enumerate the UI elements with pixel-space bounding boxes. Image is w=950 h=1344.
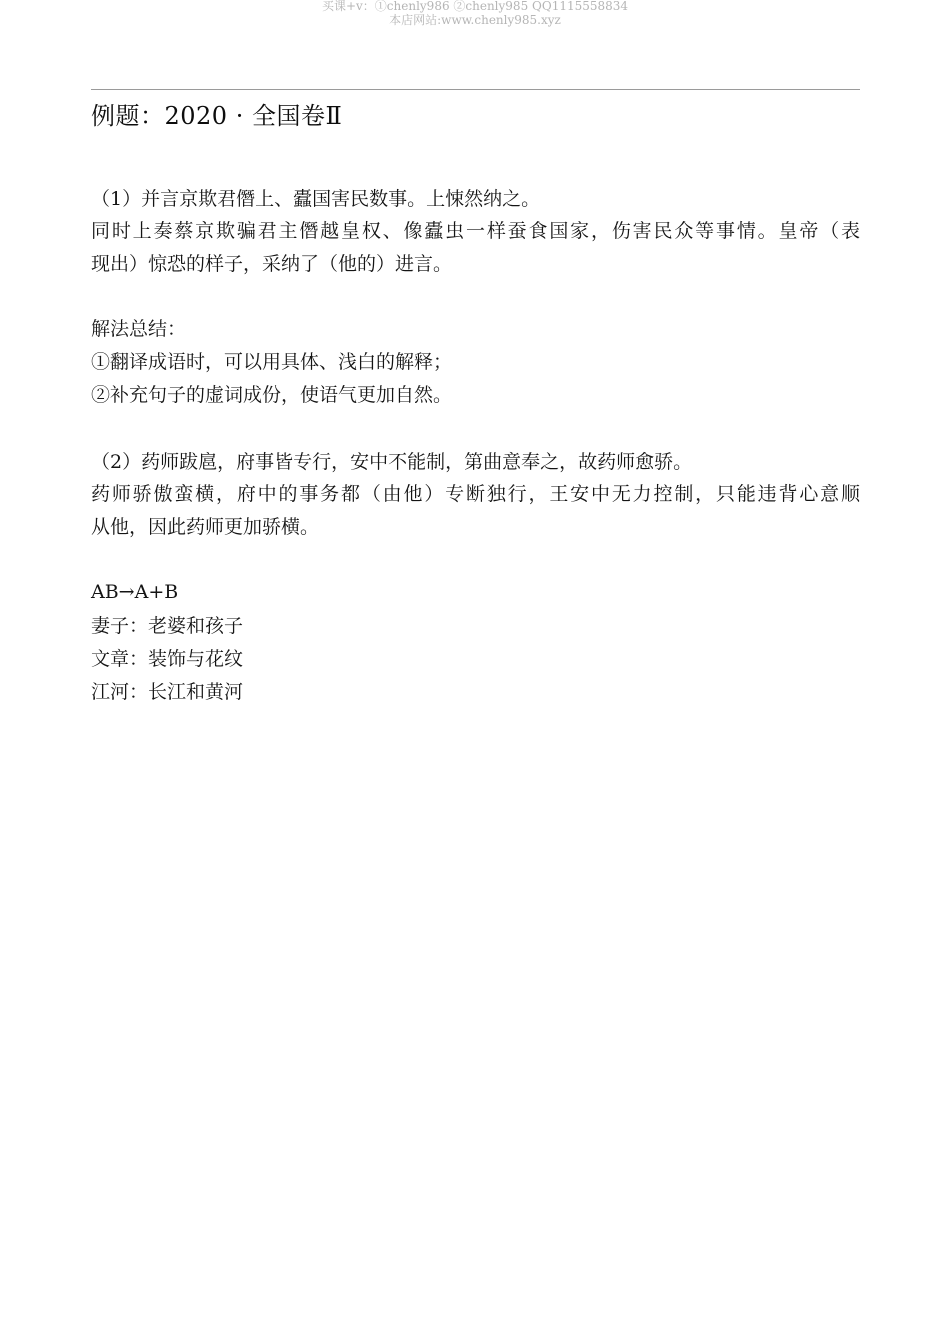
page-title: 例题：2020 · 全国卷Ⅱ [91, 102, 343, 130]
split-example-item: 文章：装饰与花纹 [91, 648, 244, 670]
watermark-contact: 买课+v：①chenly986 ②chenly985 QQ1115558834 [321, 0, 629, 13]
example1-translation-line2: 现出）惊恐的样子，采纳了（他的）进言。 [91, 253, 453, 275]
summary-heading: 解法总结： [91, 318, 187, 340]
example2-translation-line1: 药师骄傲蛮横，府中的事务都（由他）专断独行，王安中无力控制，只能违背心意顺 [91, 483, 860, 505]
summary-point-2: ②补充句子的虚词成份，使语气更加自然。 [91, 384, 453, 406]
example1-sentence: （1）并言京欺君僭上、蠹国害民数事。上悚然纳之。 [91, 188, 541, 210]
example1-translation-line1: 同时上奏蔡京欺骗君主僭越皇权、像蠹虫一样蚕食国家，伤害民众等事情。皇帝（表 [91, 220, 860, 242]
watermark-website: 本店网站:www.chenly985.xyz [389, 13, 561, 27]
summary-point-1: ①翻译成语时，可以用具体、浅白的解释； [91, 351, 453, 373]
example2-sentence: （2）药师跋扈，府事皆专行，安中不能制，第曲意奉之，故药师愈骄。 [91, 451, 693, 473]
split-example-item: 江河：长江和黄河 [91, 681, 244, 703]
example2-translation-line2: 从他，因此药师更加骄横。 [91, 516, 320, 538]
header-divider [91, 89, 860, 90]
split-formula: AB→A+B [91, 581, 179, 603]
split-example-item: 妻子：老婆和孩子 [91, 615, 244, 637]
